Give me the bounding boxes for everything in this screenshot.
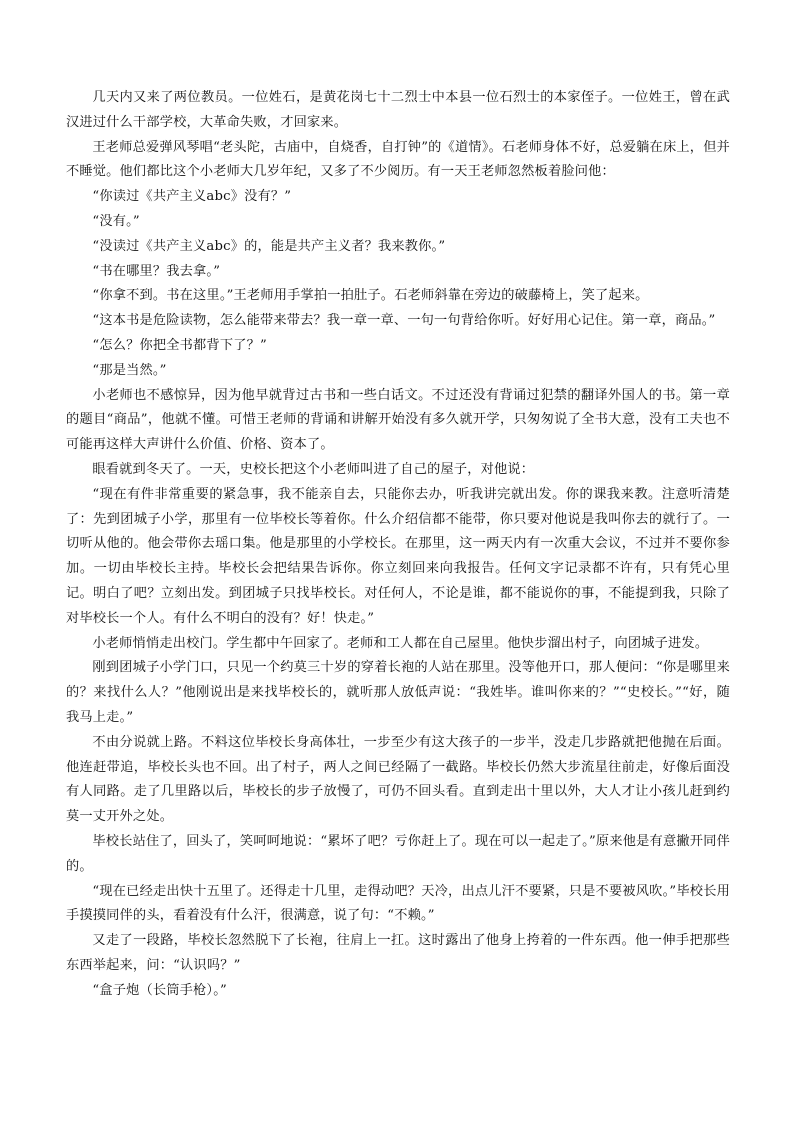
paragraph: 几天内又来了两位教员。一位姓石，是黄花岗七十二烈士中本县一位石烈士的本家侄子。一位姓王，曾在武汉进过什么干部学校，大革命失败，才回家来。 (66, 90, 730, 130)
document-body (66, 86, 730, 1003)
paragraph: “没有。” (92, 213, 140, 229)
paragraph: 不由分说就上路。不料这位毕校长身高体壮，一步至少有这大孩子的一步半，没走几步路就把他抛在后面。他连赶带追，毕校长头也不回。出了村子，两人之间已经隔了一截路。毕校长仍然大步流星往前走，好像后面没有人同路。走了几里路以后，毕校长的步子放慢了，可仍不回头看。直到走出十里以外，大人才让小孩儿赶到约莫一丈开外之处。 (66, 734, 730, 825)
paragraph: “现在有件非常重要的紧急事，我不能亲自去，只能你去办，听我讲完就出发。你的课我来教。注意听清楚了：先到团城子小学，那里有一位毕校长等着你。什么介绍信都不能带，你只要对他说是我叫你去的就行了。一切听从他的。他会带你去瑶口集。他是那里的小学校长。在那里，这一两天内有一次重大会议，不过并不要你参加。一切由毕校长主持。毕校长会把结果告诉你。你立刻回来向我报告。任何文字记录都不许有，只有凭心里记。明白了吧？立刻出发。到团城子只找毕校长。对任何人，不论是谁，都不能说你的事，不能提到我，只除了对毕校长一个人。有什么不明白的没有？好！快走。” (66, 486, 730, 626)
paragraph: “盒子炮（长筒手枪）。” (92, 982, 227, 998)
paragraph: “书在哪里？我去拿。” (92, 263, 221, 279)
paragraph: 毕校长站住了，回头了，笑呵呵地说：“累坏了吧？亏你赶上了。现在可以一起走了。”原来他是有意撇开同伴的。 (66, 833, 730, 874)
paragraph: 小老师悄悄走出校门。学生都中午回家了。老师和工人都在自己屋里。他快步溜出村子，向团城子进发。 (92, 635, 709, 651)
paragraph: “你拿不到。书在这里。”王老师用手掌拍一拍肚子。石老师斜靠在旁边的破藤椅上，笑了起来。 (92, 288, 649, 304)
paragraph: 又走了一段路，毕校长忽然脱下了长袍，往肩上一扛。这时露出了他身上挎着的一件东西。他一伸手把那些东西举起来，问：“认识吗？” (66, 933, 730, 973)
paragraph: 眼看就到冬天了。一天，史校长把这个小老师叫进了自己的屋子，对他说： (92, 461, 535, 477)
paragraph: “没读过《共产主义abc》的，能是共产主义者？我来教你。” (92, 238, 446, 254)
paragraph: “现在已经走出快十五里了。还得走十几里，走得动吧？天冷，出点儿汗不要紧，只是不要被风吹。”毕校长用手摸摸同伴的头，看着没有什么汗，很满意，说了句：“不赖。” (66, 883, 730, 924)
paragraph: “这本书是危险读物，怎么能带来带去？我一章一章、一句一句背给你听。好好用心记住。第一章，商品。” (92, 313, 716, 329)
paragraph: “怎么？你把全书都背下了？” (92, 337, 267, 353)
paragraph: 王老师总爱弹风琴唱“老头陀，古庙中，自烧香，自打钟”的《道情》。石老师身体不好，总爱躺在床上，但并不睡觉。他们都比这个小老师大几岁年纪，又多了不少阅历。有一天王老师忽然板着脸问他： (66, 139, 730, 180)
paragraph: 小老师也不感惊异，因为他早就背过古书和一些白话文。不过还没有背诵过犯禁的翻译外国人的书。第一章的题目“商品”，他就不懂。可惜王老师的背诵和讲解开始没有多久就开学，只匆匆说了全书大意，没有工夫也不可能再这样大声讲什么价值、价格、资本了。 (66, 387, 730, 453)
paragraph: 刚到团城子小学门口，只见一个约莫三十岁的穿着长袍的人站在那里。没等他开口，那人便问：“你是哪里来的？来找什么人？”他刚说出是来找毕校长的，就听那人放低声说：“我姓毕。谁叫你来的？”“史校长。”“好，随我马上走。” (66, 660, 730, 725)
paragraph: “那是当然。” (92, 362, 167, 378)
paragraph: “你读过《共产主义abc》没有？” (92, 189, 292, 205)
